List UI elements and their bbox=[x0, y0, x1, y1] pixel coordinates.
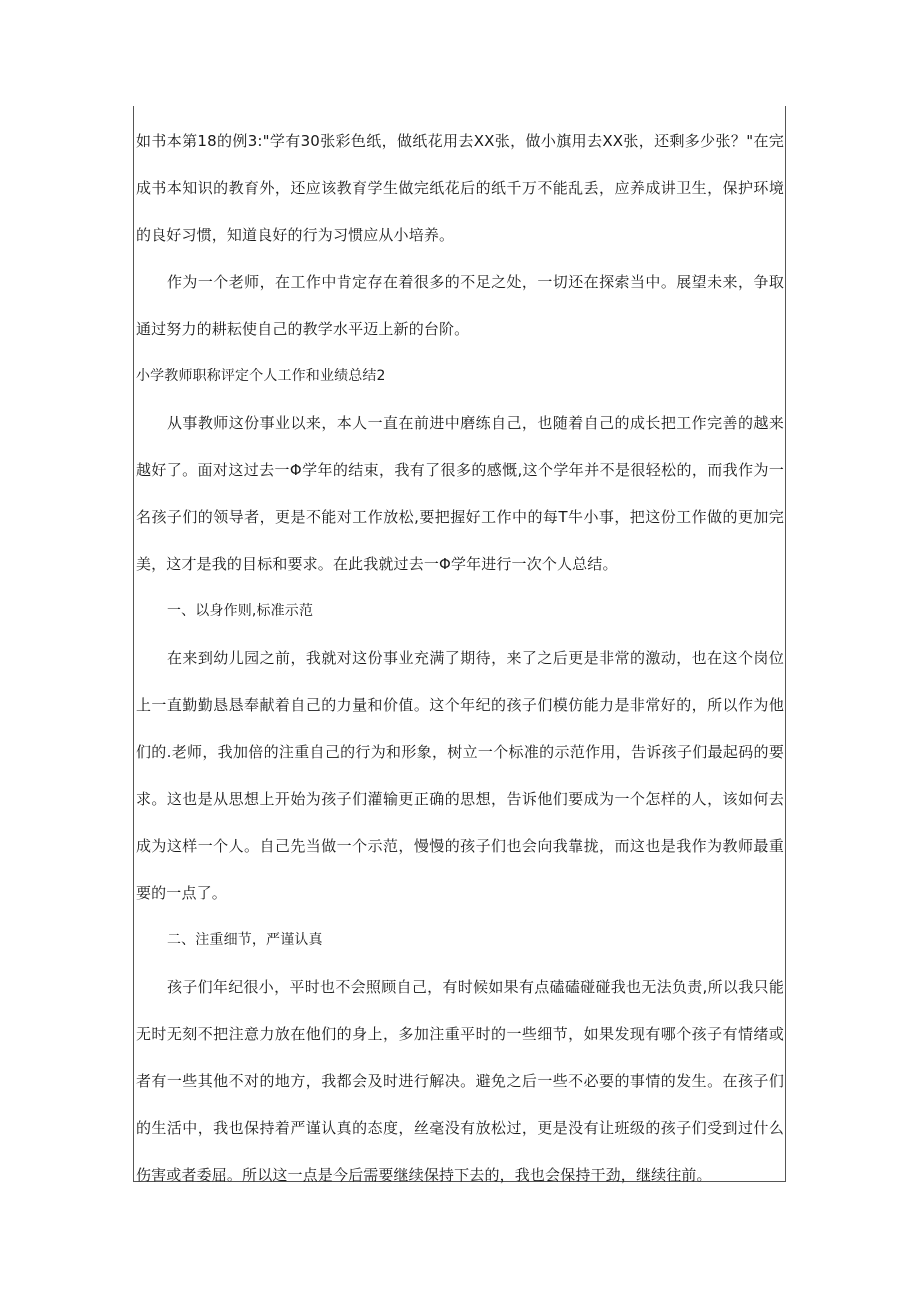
subheading-lead-by-example: 一、以身作则,标准示范 bbox=[167, 603, 314, 619]
section-title: 小学教师职称评定个人工作和业绩总结2 bbox=[136, 368, 386, 384]
subheading-attention-to-detail: 二、注重细节，严谨认真 bbox=[167, 932, 323, 948]
paragraph-example-lesson: 如书本第18的例3:"学有30张彩色纸，做纸花用去XX张，做小旗用去XX张，还剩多少张？"在完成书本知识的教育外，还应该教育学生做完纸花后的纸千万不能乱丢，应养成讲卫生，保护环境的良好习惯，知道良好的行为习惯应从小培养。 bbox=[136, 132, 784, 244]
paragraph-outlook: 作为一个老师，在工作中肯定存在着很多的不足之处，一切还在探索当中。展望未来，争取通过努力的耕耘使自己的教学水平迈上新的台阶。 bbox=[136, 273, 784, 338]
paragraph-attention-to-detail: 孩子们年纪很小，平时也不会照顾自己，有时候如果有点磕磕碰碰我也无法负责,所以我只能无时无刻不把注意力放在他们的身上，多加注重平时的一些细节，如果发现有哪个孩子有情绪或者有一些其他不对的地方，我都会及时进行解决。避免之后一些不必要的事情的发生。在孩子们的生活中，我也保持着严谨认真的态度，丝毫没有放松过，更是没有让班级的孩子们受到过什么伤害或者委屈。所以这一点是今后需要继续保持下去的，我也会保持干劲，继续往前。 bbox=[136, 978, 784, 1184]
paragraph-intro: 从事教师这份事业以来，本人一直在前进中磨练自己，也随着自己的成长把工作完善的越来越好了。面对这过去一Φ学年的结束，我有了很多的感慨,这个学年并不是很轻松的，而我作为一名孩子们的领导者，更是不能对工作放松,要把握好工作中的每T牛小事，把这份工作做的更加完美，这才是我的目标和要求。在此我就过去一Φ学年进行一次个人总结。 bbox=[136, 414, 784, 573]
paragraph-lead-by-example: 在来到幼儿园之前，我就对这份事业充满了期待，来了之后更是非常的激动，也在这个岗位上一直勤勤恳恳奉献着自己的力量和价值。这个年纪的孩子们模仿能力是非常好的，所以作为他们的.老师，我加倍的注重自己的行为和形象，树立一个标准的示范作用，告诉孩子们最起码的要求。这也是从思想上开始为孩子们灌输更正确的思想，告诉他们要成为一个怎样的人，该如何去成为这样一个人。自己先当做一个示范，慢慢的孩子们也会向我靠拢，而这也是我作为教师最重要的一点了。 bbox=[136, 649, 784, 902]
document-body bbox=[136, 118, 784, 1199]
